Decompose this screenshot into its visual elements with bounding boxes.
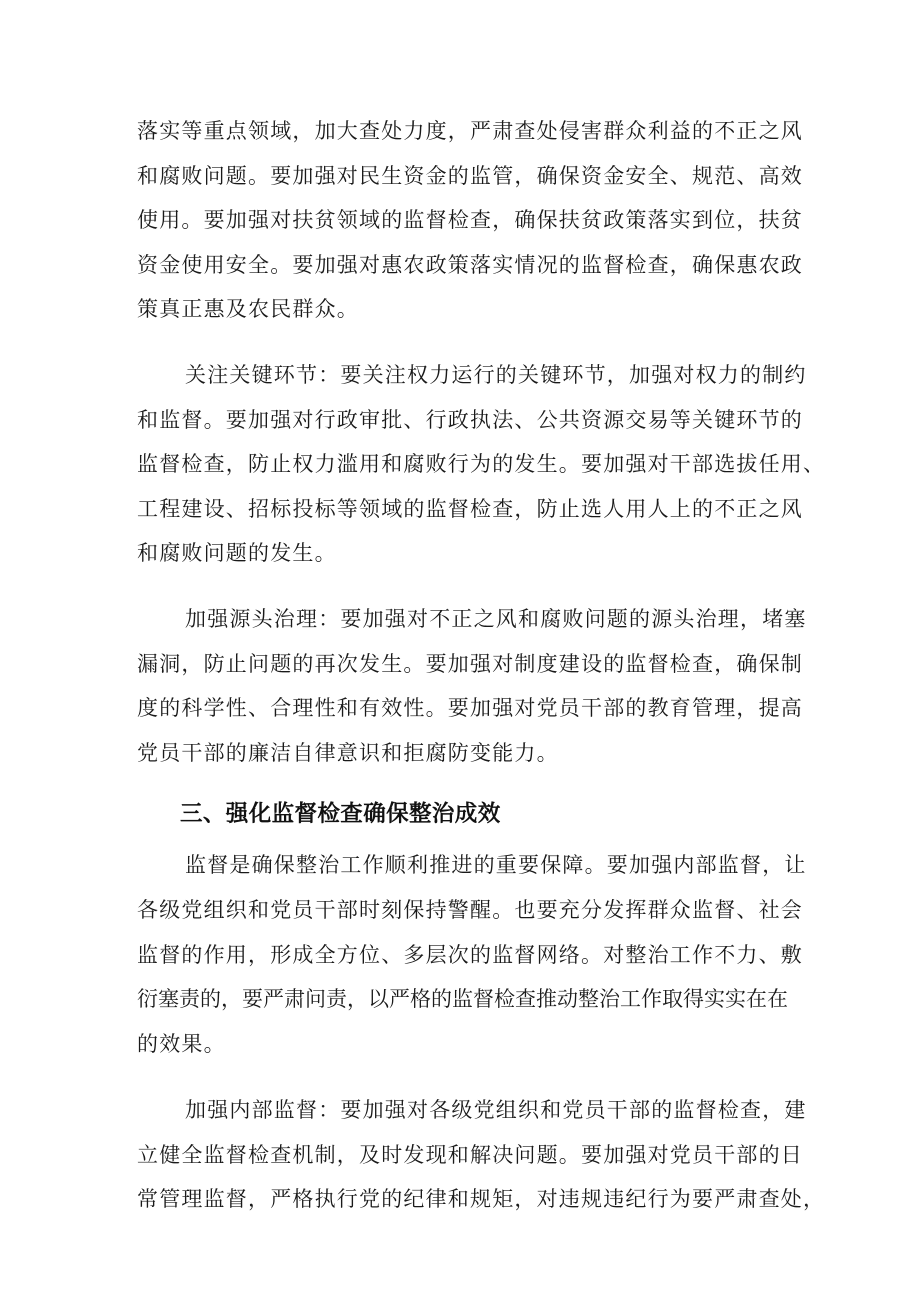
text-line: 工程建设、招标投标等领域的监督检查，防止选人用人上的不正之风 <box>137 496 803 521</box>
text-line: 监督是确保整治工作顺利推进的重要保障。要加强内部监督，让 <box>185 853 807 878</box>
text-line: 和腐败问题的发生。 <box>137 541 337 566</box>
text-line: 使用。要加强对扶贫领域的监督检查，确保扶贫政策落实到位，扶贫 <box>137 208 803 233</box>
section-heading: 三、强化监督检查确保整治成效 <box>180 801 501 828</box>
text-line: 立健全监督检查机制，及时发现和解决问题。要加强对党员干部的日 <box>137 1142 803 1167</box>
text-line: 策真正惠及农民群众。 <box>137 297 359 322</box>
text-line: 监督的作用，形成全方位、多层次的监督网络。对整治工作不力、敷 <box>137 942 803 967</box>
text-line: 衍塞责的，要严肃问责，以严格的监督检查推动整治工作取得实实在在 <box>137 987 788 1012</box>
paragraph-2 <box>137 353 826 576</box>
text-line: 漏洞，防止问题的再次发生。要加强对制度建设的监督检查，确保制 <box>137 651 803 676</box>
text-line: 资金使用安全。要加强对惠农政策落实情况的监督检查，确保惠农政 <box>137 252 803 277</box>
text-line: 党员干部的廉洁自律意识和拒腐防变能力。 <box>137 740 559 765</box>
paragraph-1 <box>137 109 803 332</box>
text-line: 和腐败问题。要加强对民生资金的监管，确保资金安全、规范、高效 <box>137 163 803 188</box>
text-line: 监督检查，防止权力滥用和腐败行为的发生。要加强对干部选拔任用、 <box>137 452 826 477</box>
text-line: 度的科学性、合理性和有效性。要加强对党员干部的教育管理，提高 <box>137 696 803 721</box>
text-line: 落实等重点领域，加大查处力度，严肃查处侵害群众利益的不正之风 <box>137 119 803 143</box>
paragraph-4 <box>137 843 807 1066</box>
text-line: 关注关键环节：要关注权力运行的关键环节，加强对权力的制约 <box>185 362 807 387</box>
text-line: 加强源头治理：要加强对不正之风和腐败问题的源头治理，堵塞 <box>185 606 807 631</box>
text-line: 和监督。要加强对行政审批、行政执法、公共资源交易等关键环节的 <box>137 407 803 432</box>
text-line: 各级党组织和党员干部时刻保持警醒。也要充分发挥群众监督、社会 <box>137 897 803 922</box>
paragraph-5 <box>137 1088 826 1222</box>
text-line: 的效果。 <box>137 1031 226 1056</box>
document-page <box>137 109 826 1222</box>
text-line: 常管理监督，严格执行党的纪律和规矩，对违规违纪行为要严肃查处， <box>137 1187 826 1212</box>
text-line: 加强内部监督：要加强对各级党组织和党员干部的监督检查，建 <box>185 1098 807 1123</box>
paragraph-3 <box>137 597 807 775</box>
